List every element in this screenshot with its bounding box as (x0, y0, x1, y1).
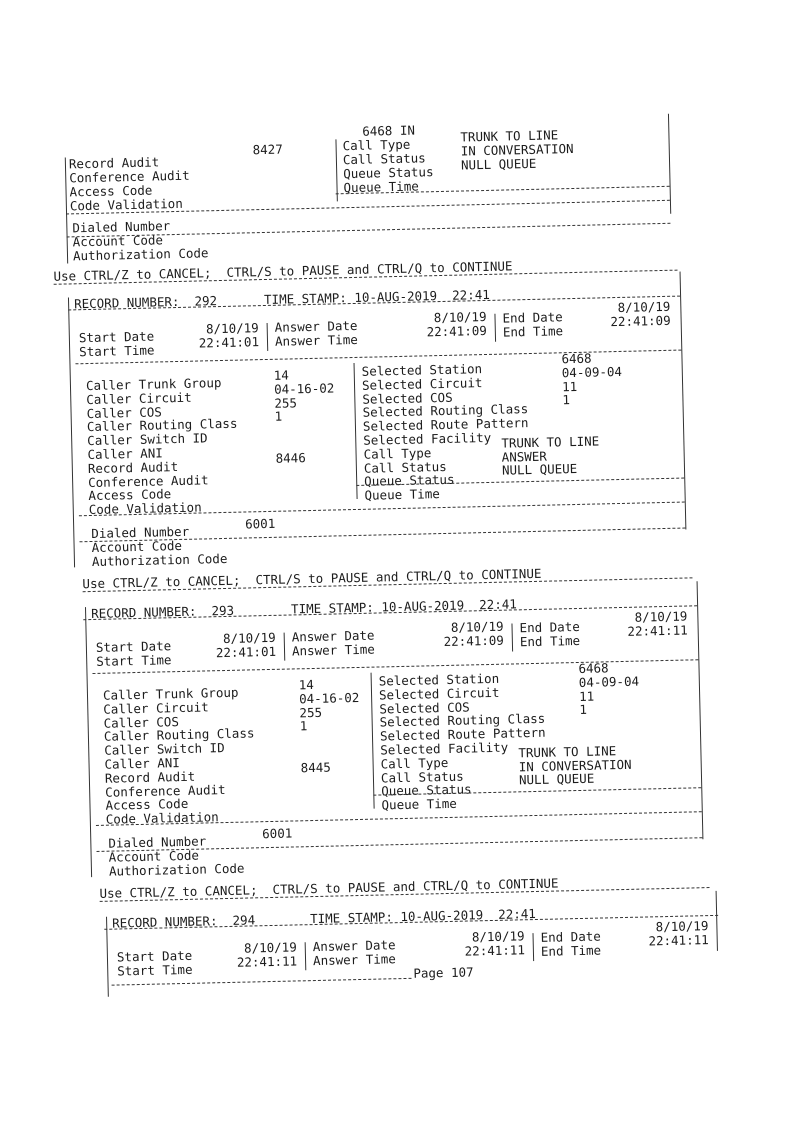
time-stamp: TIME STAMP: 10-AUG-2019 22:41 (309, 906, 537, 927)
authorization-code-label: Authorization Code (108, 860, 245, 879)
control-prompt: Use CTRL/Z to CANCEL; CTRL/S to PAUSE and CTRL/Q to CONTINUE (82, 565, 542, 592)
column-divider (494, 314, 496, 342)
selected-field-label: Queue Status (381, 781, 472, 799)
selected-field-value: 6468 (578, 660, 609, 676)
page-number: Page 107 (413, 964, 474, 981)
caller-field-label: Caller Trunk Group (85, 375, 222, 394)
conference-audit-label: Conference Audit (69, 167, 190, 186)
column-divider (511, 623, 513, 651)
start-date-label: Start Date (116, 947, 193, 965)
account-code-label: Account Code (72, 232, 164, 250)
access-code-label: Access Code (69, 182, 153, 200)
selected-field-label: Call Type (363, 445, 432, 462)
start-time-label: Start Time (96, 652, 172, 669)
caller-field-label: Caller ANI (87, 445, 163, 463)
caller-field-label: Record Audit (87, 458, 179, 476)
dialed-number-value: 6001 (244, 515, 276, 532)
start-time-value: 22:41:11 (236, 953, 298, 970)
caller-field-label: Caller Switch ID (87, 430, 208, 449)
caller-field-label: Caller ANI (104, 755, 180, 772)
column-divider (305, 942, 307, 970)
end-time-label: End Time (540, 942, 602, 959)
selected-field-value: 1 (562, 392, 571, 408)
authorization-code-label: Authorization Code (72, 245, 209, 264)
end-date-label: End Date (519, 618, 580, 636)
dialed-number-value: 6001 (262, 825, 293, 842)
right-border (716, 891, 718, 951)
end-time-label: End Time (519, 632, 581, 650)
time-stamp: TIME STAMP: 10-AUG-2019 22:41 (290, 596, 517, 617)
right-border (680, 272, 687, 530)
selected-field-label: Selected Route Pattern (362, 415, 529, 434)
start-date-value: 8/10/19 (222, 629, 276, 647)
caller-field-label: Caller Routing Class (103, 725, 255, 745)
selected-field-label: Call Type (380, 754, 449, 772)
control-prompt: Use CTRL/Z to CANCEL; CTRL/S to PAUSE and CTRL/Q to CONTINUE (53, 258, 513, 284)
queue-status-label: Queue Status (343, 164, 434, 182)
caller-field-value: 8445 (300, 759, 331, 776)
right-border (668, 114, 671, 214)
caller-field-label: Caller COS (103, 713, 180, 731)
queue-status-value: NULL QUEUE (460, 155, 537, 173)
answer-date-value: 8/10/19 (471, 928, 525, 945)
selected-field-label: Call Status (363, 458, 447, 476)
answer-date-label: Answer Date (312, 937, 396, 955)
answer-date-value: 8/10/19 (433, 308, 487, 326)
start-time-label: Start Time (79, 342, 155, 360)
caller-field-label: Conference Audit (87, 471, 209, 490)
selected-field-value: TRUNK TO LINE (518, 742, 617, 761)
record-number: RECORD NUMBER: 293 (90, 602, 235, 622)
start-date-label: Start Date (78, 328, 155, 346)
selected-field-value: 11 (561, 378, 578, 394)
start-time-value: 22:41:01 (215, 643, 277, 661)
selected-field-label: Selected COS (379, 699, 470, 717)
answer-time-value: 22:41:09 (443, 632, 505, 650)
caller-field-label: Caller Trunk Group (102, 684, 239, 703)
answer-date-value: 8/10/19 (450, 618, 504, 635)
record-number: RECORD NUMBER: 292 (73, 293, 218, 312)
account-code-label: Account Code (91, 537, 183, 555)
caller-field-label: Access Code (105, 796, 189, 814)
call-type-value: TRUNK TO LINE (460, 127, 559, 145)
caller-field-label: Access Code (88, 486, 172, 504)
dialed-number-label: Dialed Number (72, 218, 171, 236)
caller-field-value: 8446 (275, 449, 306, 466)
selected-field-value: ANSWER (501, 448, 547, 465)
authorization-code-label: Authorization Code (91, 550, 228, 569)
answer-time-value: 22:41:11 (464, 942, 526, 959)
answer-time-label: Answer Time (312, 951, 397, 969)
caller-field-value: 1 (299, 718, 308, 734)
caller-field-label: Record Audit (104, 768, 196, 786)
start-date-label: Start Date (95, 638, 172, 655)
column-divider (371, 673, 375, 809)
record-audit-label: Record Audit (68, 154, 160, 172)
selected-field-label: Selected Station (361, 361, 483, 379)
dialed-number-label: Dialed Number (91, 523, 190, 541)
selected-field-value: TRUNK TO LINE (501, 433, 600, 451)
time-stamp: TIME STAMP: 10-AUG-2019 22:41 (263, 286, 490, 308)
end-date-value: 8/10/19 (617, 298, 671, 315)
caller-field-label: Conference Audit (105, 781, 226, 800)
end-time-label: End Time (502, 323, 564, 340)
selected-field-label: Queue Time (381, 795, 457, 813)
selected-field-value: 04-09-04 (578, 673, 640, 690)
column-divider (284, 633, 286, 661)
caller-field-label: Code Validation (88, 499, 202, 518)
record-number: RECORD NUMBER: 294 (111, 912, 256, 931)
selected-field-value: 04-09-04 (561, 363, 623, 381)
selected-field-label: Selected Circuit (378, 684, 500, 703)
account-code-label: Account Code (108, 847, 200, 865)
end-date-label: End Date (540, 928, 601, 945)
answer-time-label: Answer Time (274, 331, 358, 349)
caller-field-label: Code Validation (105, 809, 219, 827)
caller-field-value: 14 (273, 367, 290, 383)
selected-field-label: Selected Facility (380, 739, 509, 758)
selected-field-label: Selected COS (362, 389, 453, 407)
caller-field-label: Caller Circuit (103, 699, 209, 717)
end-date-value: 8/10/19 (634, 608, 688, 625)
control-prompt: Use CTRL/Z to CANCEL; CTRL/S to PAUSE and CTRL/Q to CONTINUE (99, 875, 559, 901)
left-border (65, 157, 68, 263)
end-time-value: 22:41:11 (627, 622, 688, 639)
record-audit-value: 8427 (252, 141, 283, 158)
selected-field-label: Selected Route Pattern (379, 724, 546, 744)
start-time-value: 22:41:01 (198, 334, 260, 351)
left-border (85, 607, 92, 877)
caller-field-value: 04-16-02 (298, 689, 360, 707)
selected-field-label: Queue Time (364, 486, 440, 503)
end-date-label: End Date (502, 309, 563, 326)
selected-field-value: IN CONVERSATION (518, 756, 632, 774)
caller-field-value: 1 (274, 409, 283, 425)
selected-field-label: Queue Status (364, 472, 455, 490)
right-border (697, 581, 704, 839)
station-line: 6468 IN (362, 122, 416, 139)
end-date-value: 8/10/19 (655, 918, 709, 935)
column-divider (335, 139, 337, 201)
selected-field-value: 1 (579, 702, 588, 718)
selected-field-value: 6468 (561, 350, 592, 367)
end-time-value: 22:41:11 (648, 932, 709, 949)
selected-field-label: Selected Circuit (361, 374, 483, 393)
answer-date-label: Answer Date (274, 317, 358, 335)
start-date-value: 8/10/19 (205, 320, 259, 337)
selected-field-label: Selected Routing Class (379, 711, 546, 730)
caller-field-value: 04-16-02 (273, 380, 335, 397)
answer-time-value: 22:41:09 (426, 322, 487, 340)
code-validation-label: Code Validation (69, 195, 183, 214)
partial-record-291 (0, 0, 781, 284)
selected-field-label: Selected Routing Class (362, 401, 529, 421)
selected-field-label: Call Status (380, 768, 464, 786)
call-status-label: Call Status (342, 150, 426, 168)
left-border (68, 297, 75, 567)
queue-time-label: Queue Time (343, 178, 419, 196)
selected-field-label: Selected Station (378, 670, 500, 689)
answer-time-label: Answer Time (291, 641, 375, 659)
selected-field-value: NULL QUEUE (501, 461, 578, 479)
dialed-number-label: Dialed Number (108, 833, 207, 851)
start-time-label: Start Time (117, 961, 193, 979)
caller-field-value: 14 (298, 676, 315, 693)
end-time-value: 22:41:09 (610, 312, 671, 330)
selected-field-label: Selected Facility (363, 429, 492, 448)
caller-field-label: Caller COS (86, 403, 163, 421)
call-status-value: IN CONVERSATION (460, 140, 574, 159)
caller-field-label: Caller Routing Class (86, 416, 238, 435)
column-divider (354, 363, 358, 499)
column-divider (532, 933, 534, 961)
selected-field-value: 11 (578, 688, 595, 704)
selected-field-value: NULL QUEUE (518, 771, 595, 788)
caller-field-value: 255 (274, 394, 298, 411)
call-type-label: Call Type (342, 136, 411, 154)
answer-date-label: Answer Date (291, 627, 375, 645)
caller-field-label: Caller Circuit (86, 389, 192, 407)
caller-field-label: Caller Switch ID (104, 740, 225, 758)
column-divider (267, 323, 269, 351)
caller-field-value: 255 (299, 704, 323, 720)
start-date-value: 8/10/19 (243, 939, 297, 956)
divider (112, 978, 412, 986)
